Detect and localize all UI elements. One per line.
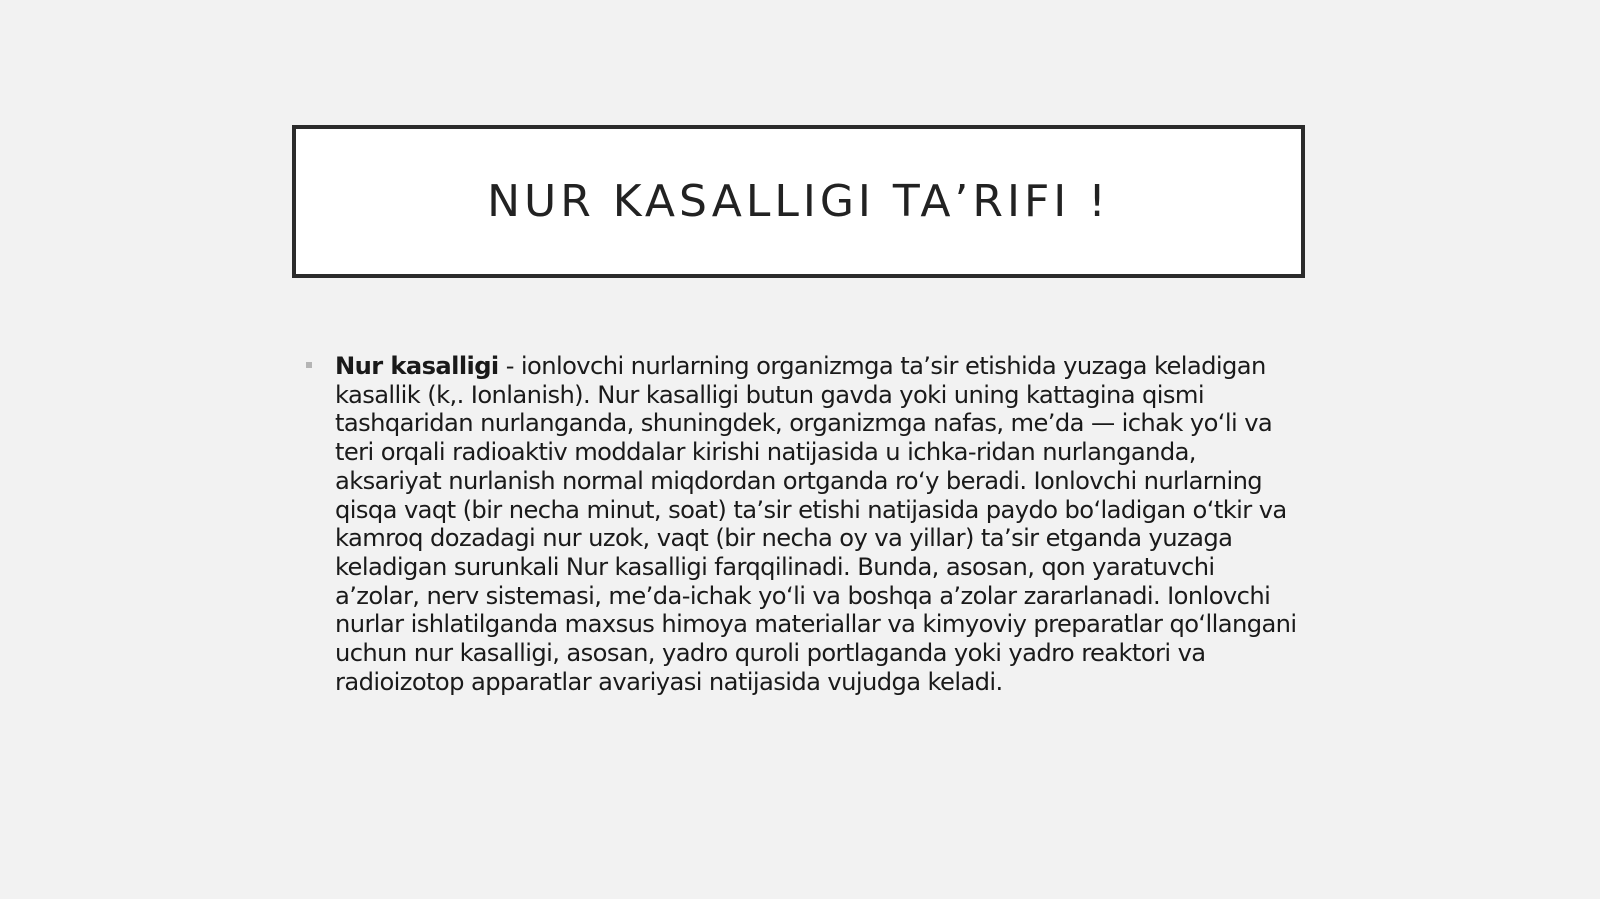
title-box: [292, 125, 1305, 278]
bullet-definition: - ionlovchi nurlarning organizmga ta’sir etishida yuzaga keladigan kasallik (k,. Ionlanish). Nur kasalligi butun gavda yoki uning kattagina qismi tashqaridan nurlanganda, shuningdek, organizmga nafas, me’da — ichak yo‘li va teri orqali radioaktiv moddalar kirishi natijasida u ichka-ridan nurlanganda, aksariyat nurlanish normal miqdordan ortganda ro‘y beradi. Ionlovchi nurlarning qisqa vaqt (bir necha minut, soat) ta’sir etishi natijasida paydo bo‘ladigan o‘tkir va kamroq dozadagi nur uzok, vaqt (bir necha oy va yillar) ta’sir etganda yuzaga keladigan surunkali Nur kasalligi farqqilinadi. Bunda, asosan, qon yaratuvchi a’zolar, nerv sistemasi, me’da-ichak yo‘li va boshqa a’zolar zararlanadi. Ionlovchi nurlar ishlatilganda maxsus himoya materiallar va kimyoviy preparatlar qo‘llangani uchun nur kasalligi, asosan, yadro quroli portlaganda yoki yadro reaktori va radioizotop apparatlar avariyasi natijasida vujudga keladi.: [335, 352, 1297, 696]
slide-title: NUR KASALLIGI TA’RIFI !: [487, 176, 1110, 227]
bullet-list: [300, 352, 1300, 696]
bullet-item: [335, 352, 1300, 696]
bullet-term: Nur kasalligi: [335, 352, 499, 380]
bullet-marker-icon: [306, 362, 312, 368]
